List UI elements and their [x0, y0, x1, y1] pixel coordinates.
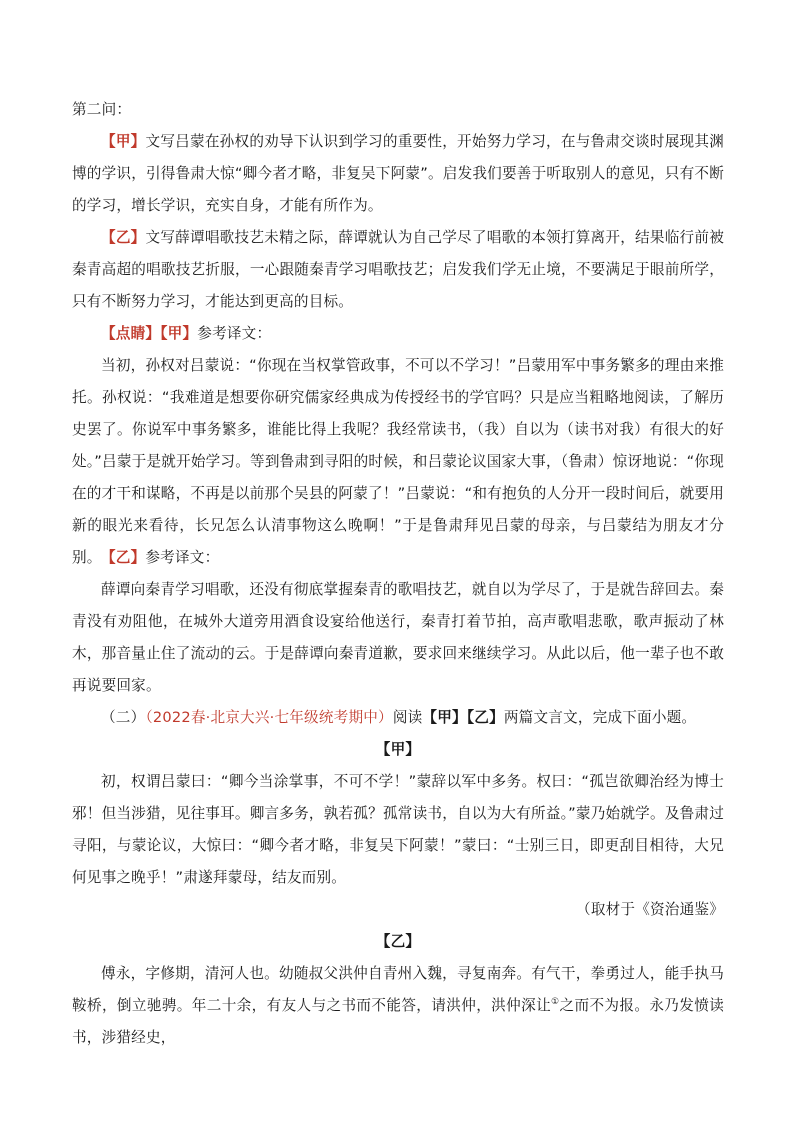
- yi-classical-text: 傅永，字修期，清河人也。幼随叔父洪仲自青州入魏，寻复南奔。有气干，拳勇过人，能手执马鞍桥，倒立驰骋。年二十余，有友人与之书而不能答，请洪仲，洪仲深让①之而不为报。永乃发愤读书，涉猎经史，: [72, 965, 724, 1046]
- yi-translation-label: 【乙】参考译文：: [101, 549, 220, 566]
- jia-classical-text: 初，权谓吕蒙曰：“卿今当涂掌事，不可不学！”蒙辞以军中多务。权曰：“孤岂欲卿治经为博士邪！但当涉猎，见往事耳。卿言多务，孰若孤？孤常读书，自以为大有所益。”蒙乃始就学。及鲁肃过寻阳，与蒙论议，大惊曰：“卿今者才略，非复吴下阿蒙！”蒙曰：“士别三日，即更刮目相待，大兄何见事之晚乎！”肃遂拜蒙母，结友而别。: [72, 773, 724, 886]
- yi-title: 【乙】: [375, 933, 421, 950]
- q2-heading: 第二问：: [72, 101, 132, 118]
- footnote-marker[interactable]: ①: [551, 997, 560, 1008]
- q2-yi-answer: 【乙】文写薛谭唱歌技艺未精之际，薛谭就认为自己学尽了唱歌的本领打算离开，结果临行前被秦青高超的唱歌技艺折服，一心跟随秦青学习唱歌技艺；启发我们学无止境，不要满足于眼前所学，只有不断努力学习，才能达到更高的目标。: [72, 229, 724, 310]
- dianjing-jia-mark: 【甲】: [160, 325, 198, 342]
- section2-instruction: （二）（2022春·北京大兴·七年级统考期中）阅读【甲】【乙】两篇文言文，完成下面小题。: [101, 709, 697, 726]
- jia-translation: 当初，孙权对吕蒙说：“你现在当权掌管政事，不可以不学习！”吕蒙用军中事务繁多的理由来推托。孙权说：“我难道是想要你研究儒家经典成为传授经书的学官吗？只是应当粗略地阅读，了解历史罢了。你说军中事务繁多，谁能比得上我呢？我经常读书，（我）自以为（读书对我）有很大的好处。”吕蒙于是就开始学习。等到鲁肃到寻阳的时候，和吕蒙论议国家大事，（鲁肃）惊讶地说：“你现在的才干和谋略，不再是以前那个吴县的阿蒙了！”吕蒙说：“和有抱负的人分开一段时间后，就要用新的眼光来看待，长兄怎么认清事物这么晚啊！”于是鲁肃拜见吕蒙的母亲，与吕蒙结为朋友才分别。: [72, 357, 724, 566]
- jia-title: 【甲】: [375, 741, 421, 758]
- dianjing-label: 【点睛】【甲】参考译文：: [101, 325, 272, 342]
- question-source: （2022春·北京大兴·七年级统考期中）: [145, 709, 393, 726]
- jia-mark: 【甲】: [101, 133, 146, 150]
- q2-jia-answer: 【甲】文写吕蒙在孙权的劝导下认识到学习的重要性，开始努力学习，在与鲁肃交谈时展现其渊博的学识，引得鲁肃大惊“卿今者才略，非复吴下阿蒙”。启发我们要善于听取别人的意见，只有不断的学习，增长学识，充实自身，才能有所作为。: [72, 133, 724, 214]
- dianjing-mark: 【点睛】: [101, 325, 161, 342]
- jia-source: （取材于《资治通鉴》: [576, 901, 724, 918]
- yi-translation: 薛谭向秦青学习唱歌，还没有彻底掌握秦青的歌唱技艺，就自以为学尽了，于是就告辞回去。秦青没有劝阻他，在城外大道旁用酒食设宴给他送行，秦青打着节拍，高声歌唱悲歌，歌声振动了林木，那音量止住了流动的云。于是薛谭向秦青道歉，要求回来继续学习。从此以后，他一辈子也不敢再说要回家。: [72, 581, 724, 694]
- yi-translation-mark: 【乙】: [101, 549, 146, 566]
- yi-mark: 【乙】: [101, 229, 146, 246]
